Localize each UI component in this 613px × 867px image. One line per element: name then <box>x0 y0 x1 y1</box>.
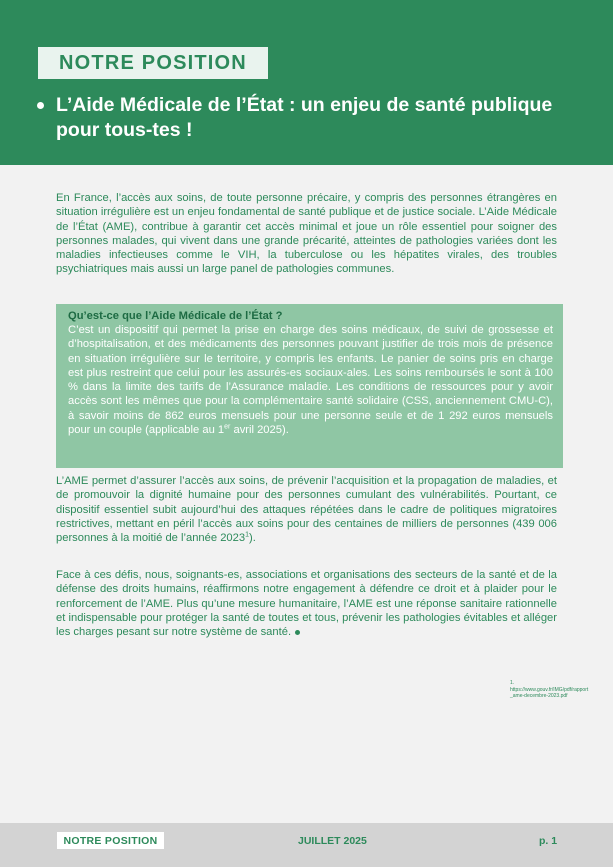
footnote-ref: 1 <box>245 531 249 539</box>
header-banner <box>0 0 613 165</box>
page-title-text: L’Aide Médicale de l’État : un enjeu de santé publique pour tous-tes ! <box>56 94 553 141</box>
section-label: NOTRE POSITION <box>38 47 268 79</box>
ame-paragraph-text: L’AME permet d’assurer l’accès aux soins, de prévenir l’acquisition et la propagation de maladies, et de promouvoir la dignité humaine pour des personnes cumulant des vulnérabilités. Pourtant, ce dispositif essentiel subit aujourd’hui des attaques répétées dans le cadre de politiques migratoires restrictives, mettant en péril l’accès aux soins pour des centaines de milliers de personnes (439 006 personnes à la moitié de l’année 2023 <box>56 475 557 545</box>
info-box-text: C’est un dispositif qui permet la prise en charge des soins médicaux, de suivi de grossesse et d’hospitalisation, et des médicaments des personnes pouvant justifier de trois mois de présence en situation irrégulière sur le territoire, y compris les enfants. Le panier de soins pris en charge est plus restreint que celui pour les assurés-es sociaux-ales. Les soins remboursés le sont à 100 % dans la limite des tarifs de l’Assurance maladie. Les conditions de ressources pour y avoir accès sont les mêmes que pour la complémentaire santé solidaire (CSS, anciennement CMU-C), à savoir moins de 862 euros mensuels pour une personne seule et de 1 292 euros mensuels pour un couple (applicable au 1 <box>68 324 553 437</box>
info-box-text-tail: avril 2025). <box>230 424 289 437</box>
bullet-icon <box>37 102 44 109</box>
footnote-number: 1. <box>510 680 515 686</box>
info-box <box>56 304 563 468</box>
footnote-link[interactable]: https://www.gouv.fr/IMG/pdf/rapport_ame-decembre-2023.pdf <box>510 686 589 699</box>
ame-paragraph <box>56 474 557 545</box>
end-bullet-icon <box>295 630 300 635</box>
footer-label: NOTRE POSITION <box>57 832 164 849</box>
ame-paragraph-tail: ). <box>249 532 256 545</box>
footer-date: JUILLET 2025 <box>298 835 367 847</box>
ordinal-suffix: er <box>224 423 231 431</box>
page-title <box>56 93 596 143</box>
page-number: p. 1 <box>539 835 558 847</box>
info-box-title: Qu’est-ce que l’Aide Médicale de l’État ? <box>68 310 283 322</box>
commitment-paragraph-text: Face à ces défis, nous, soignants-es, associations et organisations des secteurs de la santé et de la défense des droits humains, réaffirmons notre engagement à défendre ce droit et à plaider pour le renforcement de l’AME. Plus qu’une mesure humanitaire, l’AME est une réponse sanitaire rationnelle et indispensable pour protéger la santé de toutes et tous, prévenir les pathologies évitables et alléger les charges pesant sur notre système de santé. <box>56 569 557 639</box>
intro-paragraph: En France, l’accès aux soins, de toute personne précaire, y compris des personnes étrangères en situation irrégulière est un enjeu fondamental de santé publique et de justice sociale. L’Aide Médicale de l’État (AME), contribue à garantir cet accès minimal et joue un rôle essentiel pour soigner des personnes malades, qui vivent dans une grande précarité, atteintes de pathologies variées dont les maladies infectieuses comme le VIH, la tuberculose ou les hépatites virales, des troubles psychiatriques mais aussi un large panel de pathologies communes. <box>56 192 557 276</box>
info-box-body <box>68 323 553 437</box>
commitment-paragraph <box>56 568 557 639</box>
footer <box>0 823 613 867</box>
footnote <box>510 680 590 700</box>
